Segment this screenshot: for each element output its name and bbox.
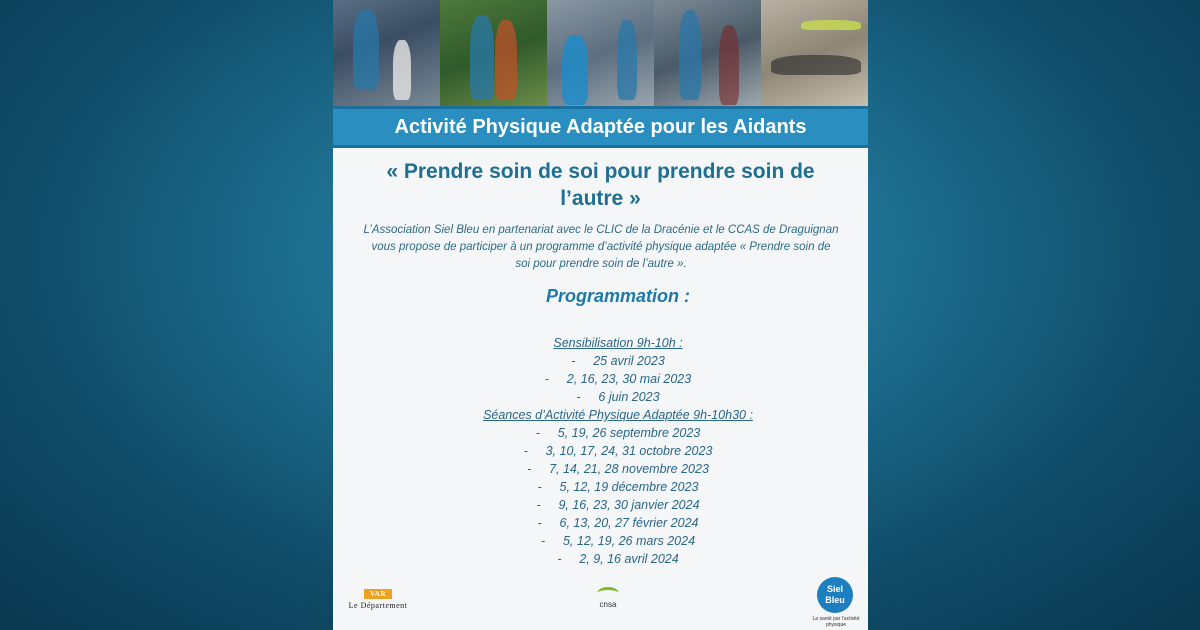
seances-date-item (333, 550, 868, 568)
seances-date-item (333, 460, 868, 478)
photo-walking (440, 0, 547, 108)
logo-siel-bleu (817, 577, 853, 613)
photo-gym-class (333, 0, 440, 108)
intro-line-1: L’Association Siel Bleu en partenariat avec le CLIC de la Dracénie et le CCAS de Draguignan (363, 224, 839, 236)
bullet-dash: - (571, 354, 576, 368)
seances-date-item (333, 532, 868, 550)
seances-date-text: 9, 16, 23, 30 janvier 2024 (558, 498, 700, 512)
siel-label: Siel (826, 584, 843, 594)
sensibilisation-date-text: 6 juin 2023 (598, 390, 660, 404)
seances-date-item (333, 496, 868, 514)
bullet-dash: - (527, 462, 532, 476)
bullet-dash: - (535, 426, 540, 440)
partner-logos (333, 575, 868, 630)
seances-date-item (333, 514, 868, 532)
sensibilisation-list (333, 352, 868, 406)
headline-line-1: « Prendre soin de soi pour prendre soin de (386, 160, 815, 183)
bullet-dash: - (557, 552, 562, 566)
seances-date-item (333, 424, 868, 442)
flyer (333, 0, 868, 630)
intro-paragraph (351, 222, 851, 273)
bullet-dash: - (544, 372, 549, 386)
departement-label: Le Département (348, 601, 408, 610)
seances-date-item (333, 478, 868, 496)
seances-list (333, 424, 868, 568)
siel-tagline: La santé par l’activité physique (812, 616, 860, 628)
var-mark: VAR (364, 589, 392, 599)
bullet-dash: - (523, 444, 528, 458)
sensibilisation-date-text: 25 avril 2023 (593, 354, 665, 368)
sensibilisation-date-item (333, 352, 868, 370)
photo-arms-up (654, 0, 761, 108)
cnsa-label: cnsa (599, 600, 617, 609)
sensibilisation-date-item (333, 370, 868, 388)
photo-mat-exercise (761, 0, 868, 108)
programme-title: Programmation : (545, 286, 691, 306)
seances-date-text: 2, 9, 16 avril 2024 (579, 552, 679, 566)
seances-date-text: 7, 14, 21, 28 novembre 2023 (549, 462, 709, 476)
photo-strip (333, 0, 868, 108)
seances-date-text: 3, 10, 17, 24, 31 octobre 2023 (545, 444, 713, 458)
bullet-dash: - (536, 498, 541, 512)
photo-stretching (547, 0, 654, 108)
seances-date-text: 6, 13, 20, 27 février 2024 (559, 516, 699, 530)
sensibilisation-date-item (333, 388, 868, 406)
bullet-dash: - (537, 480, 542, 494)
cnsa-arc-icon (597, 587, 619, 600)
seances-date-text: 5, 19, 26 septembre 2023 (557, 426, 701, 440)
bullet-dash: - (537, 516, 542, 530)
sensibilisation-date-text: 2, 16, 23, 30 mai 2023 (566, 372, 692, 386)
headline (363, 158, 838, 212)
bleu-label: Bleu (825, 595, 845, 605)
intro-line-3: soi pour prendre soin de l’autre ». (515, 258, 687, 270)
logo-departement-var (343, 589, 413, 610)
sensibilisation-heading: Sensibilisation 9h-10h : (553, 336, 683, 350)
seances-date-text: 5, 12, 19, 26 mars 2024 (562, 534, 696, 548)
seances-date-item (333, 442, 868, 460)
schedule (333, 334, 868, 568)
headline-line-2: l’autre » (560, 187, 641, 210)
seances-heading: Séances d’Activité Physique Adaptée 9h-10h30 : (483, 408, 753, 422)
logo-cnsa (588, 585, 628, 609)
intro-line-2: vous propose de participer à un programme d’activité physique adaptée « Prendre soin de (371, 241, 831, 253)
banner-title: Activité Physique Adaptée pour les Aidants (333, 106, 868, 148)
seances-date-text: 5, 12, 19 décembre 2023 (559, 480, 699, 494)
bullet-dash: - (540, 534, 546, 548)
bullet-dash: - (576, 390, 581, 404)
